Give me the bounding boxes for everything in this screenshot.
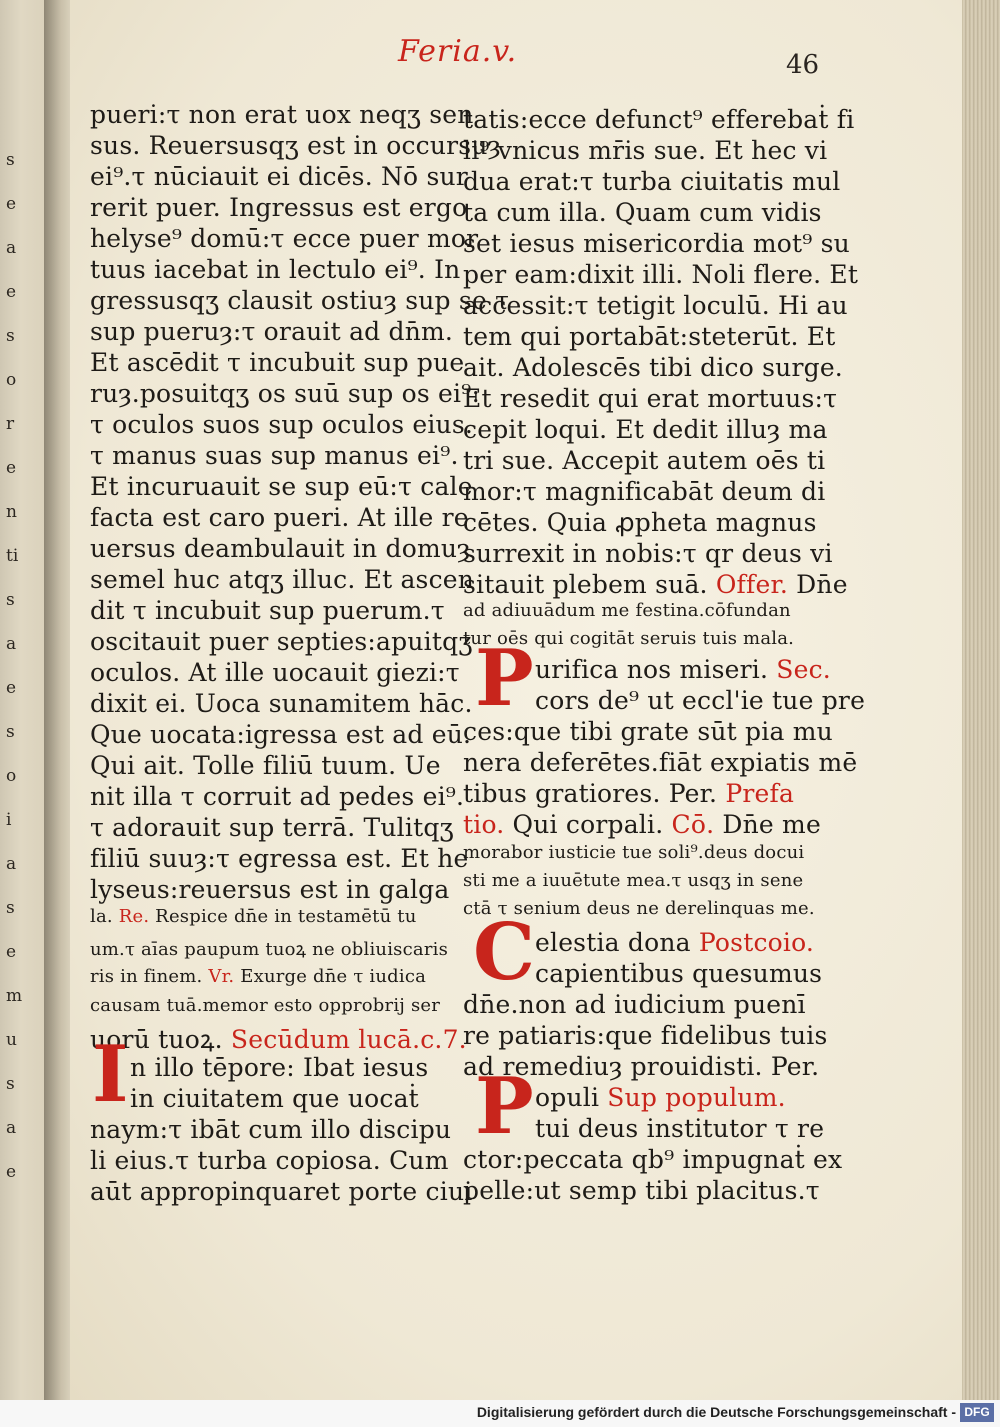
line-text: elestia dona [535, 928, 691, 957]
text-line [463, 260, 858, 289]
line-text: semel huc atqʒ illuc. Et ascen [90, 565, 475, 594]
line-text: Qui corpali. [504, 810, 664, 839]
line-text: Dn̄e [788, 570, 848, 599]
initial-letter-I: I [92, 1029, 129, 1120]
line-text: Qui ait. Tolle filiū tuum. Ue [90, 751, 441, 780]
line-text: pueri:τ non erat uox neqʒ sen [90, 100, 474, 129]
text-line [463, 1176, 820, 1205]
line-text: oscitauit puer septies:apuitqʒ [90, 627, 473, 656]
fore-edge [962, 0, 1000, 1400]
line-text: n illo tēpore: Ibat iesus [130, 1053, 429, 1082]
line-text: ces:que tibi grate sūt pia mu [463, 717, 833, 746]
line-text: ta cum illa. Quam cum vidis [463, 198, 822, 227]
line-text: Dn̄e me [714, 810, 821, 839]
text-line [130, 1084, 419, 1113]
text-line [90, 565, 474, 594]
line-text: ad adiuuādum me festina.cōfundan [463, 600, 791, 621]
rubric-text: Sec. [768, 655, 831, 684]
line-text: aūt appropinquaret porte ciui [90, 1177, 473, 1206]
text-line [463, 508, 817, 537]
line-text: ad remediuȝ prouidisti. Per. [463, 1052, 820, 1081]
text-line [90, 596, 445, 625]
line-text: ei⁹.τ nūciauit ei dicēs. Nō sur [90, 162, 468, 191]
line-text: rerit puer. Ingressus est ergo [90, 193, 468, 222]
text-line [535, 1083, 786, 1112]
text-line [463, 779, 794, 808]
line-text: ruȝ.posuitqʒ os suū sup os ei⁹: [90, 379, 481, 408]
rubric-text: Secūdum lucā.c.7. [222, 1025, 467, 1054]
line-text: oculos. At ille uocauit giezi:τ [90, 658, 460, 687]
left-page-fragment: s [6, 898, 15, 918]
initial-letter-P2: P [475, 1061, 534, 1152]
text-line [90, 255, 460, 284]
text-line [463, 600, 791, 621]
line-text: dua erat:τ turba ciuitatis mul [463, 167, 841, 196]
running-title: Feria.v. [398, 34, 518, 69]
left-page-fragment: e [6, 942, 17, 962]
left-page-fragment: s [6, 590, 15, 610]
left-page-fragment: a [6, 238, 17, 258]
text-line [90, 162, 468, 191]
line-text: cepit loqui. Et dedit illuȝ ma [463, 415, 828, 444]
line-text: helyse⁹ domū:τ ecce puer mor [90, 224, 479, 253]
left-page-fragment: r [6, 414, 15, 434]
line-text: nera deferētes.fiāt expiatis mē [463, 748, 858, 777]
line-text: nit illa τ corruit ad pedes ei⁹. [90, 782, 465, 811]
line-text: filiū suuȝ:τ egressa est. Et he [90, 844, 469, 873]
left-page-fragment: a [6, 854, 17, 874]
line-text: tibus gratiores. Per. [463, 779, 718, 808]
text-line [90, 751, 441, 780]
text-line [90, 410, 473, 439]
text-line [463, 539, 833, 568]
left-page-fragment: e [6, 678, 17, 698]
text-line [463, 167, 840, 196]
text-line [463, 748, 857, 777]
rubric-text: tio. [463, 810, 505, 839]
text-line [463, 105, 854, 134]
line-text: Et ascēdit τ incubuit sup pue [90, 348, 465, 377]
left-page-fragment: s [6, 326, 15, 346]
text-line [90, 875, 449, 904]
left-page-fragment: e [6, 1162, 17, 1182]
line-text: tem qui portabāt:steterūt. Et [463, 322, 836, 351]
text-line [90, 966, 426, 987]
line-text: τ adorauit sup terrā. Tulitqʒ [90, 813, 454, 842]
line-text: in ciuitatem que uocaṫ [130, 1084, 419, 1113]
line-text: sitauit plebem suā. [463, 570, 708, 599]
line-text: tui deus institutor τ re [535, 1114, 825, 1143]
text-line [90, 1115, 451, 1144]
text-line [463, 384, 837, 413]
text-line [90, 1146, 449, 1175]
line-text: morabor iusticie tue soli⁹.deus docui [463, 842, 805, 863]
text-line [463, 570, 848, 599]
line-text: sti me a iuuētute mea.τ usqʒ in sene [463, 870, 804, 891]
rubric-text: Prefa [717, 779, 795, 808]
line-text: opuli [535, 1083, 600, 1112]
text-line [90, 317, 453, 346]
line-text: capientibus quesumus [535, 959, 823, 988]
text-line [90, 193, 467, 222]
text-line [463, 842, 804, 863]
rubric-text: Vr. [202, 966, 235, 987]
text-line [90, 1022, 467, 1056]
text-line [463, 415, 828, 444]
line-text: ctor:peccata qb⁹ impugnaṫ ex [463, 1145, 843, 1174]
line-text: um.τ aīas paupum tuoꝝ ne obliuiscaris [90, 939, 449, 960]
line-text: τ oculos suos sup oculos eius. [90, 410, 474, 439]
line-text: urifica nos miseri. [535, 655, 769, 684]
text-line [90, 689, 473, 718]
line-text: Que uocata:igressa est ad eū. [90, 720, 472, 749]
left-page-fragment: e [6, 458, 17, 478]
text-line [463, 291, 848, 320]
line-text: surrexit in nobis:τ qr deus vi [463, 539, 833, 568]
rubric-text: Postcoio. [690, 928, 815, 957]
text-line [535, 686, 865, 715]
left-page-fragment: ti [6, 546, 19, 566]
left-page-fragment: e [6, 194, 17, 214]
line-text: gressusqʒ clausit ostiuȝ sup se τ [90, 286, 510, 315]
text-line [535, 1114, 824, 1143]
line-text: causam tuā.memor esto opprobrij ser [90, 995, 441, 1016]
line-text: facta est caro pueri. At ille re [90, 503, 469, 532]
text-line [90, 813, 454, 842]
text-line [90, 472, 473, 501]
rubric-text: Offer. [707, 570, 788, 599]
text-line [90, 100, 474, 129]
text-line [535, 928, 814, 957]
line-text: lyseus:reuersus est in galga [90, 875, 450, 904]
line-text: ris in finem. [90, 966, 203, 987]
line-text: cētes. Quia ꝓpheta magnus [463, 508, 817, 537]
line-text: la. [90, 906, 113, 927]
text-line [90, 906, 417, 927]
line-text: tur oēs qui cogitāt seruis tuis mala. [463, 628, 795, 649]
folio-number: 46 [786, 50, 820, 80]
line-text: uersus deambulauit in domuȝ [90, 534, 471, 563]
line-text: Exurge dn̄e τ iudica [234, 966, 427, 987]
text-line [90, 844, 469, 873]
line-text: dit τ incubuit sup puerum.τ [90, 596, 445, 625]
text-line [90, 1177, 472, 1206]
text-line [130, 1053, 428, 1082]
left-page-fragment: o [6, 370, 17, 390]
text-line [463, 353, 843, 382]
line-text: ait. Adolescēs tibi dico surge. [463, 353, 843, 382]
left-page-fragment: e [6, 282, 17, 302]
line-text: cors de⁹ ut eccl'ie tue pre [535, 686, 866, 715]
page [70, 0, 970, 1400]
line-text: li⁹ vnicus mr̄is sue. Et hec vi [463, 136, 828, 165]
text-line [535, 655, 831, 684]
text-line [463, 136, 827, 165]
line-text: uorū tuoꝝ. [90, 1025, 223, 1054]
left-page-fragment: s [6, 722, 15, 742]
text-line [90, 534, 470, 563]
left-page-fragment: m [6, 986, 23, 1006]
text-line [463, 229, 850, 258]
text-line [90, 286, 509, 315]
text-line [90, 441, 459, 470]
line-text: accessit:τ tetigit loculū. Hi au [463, 291, 848, 320]
initial-letter-P: P [475, 633, 534, 724]
line-text: tuus iacebat in lectulo ei⁹. In [90, 255, 461, 284]
left-page-fragment: a [6, 1118, 17, 1138]
text-line [463, 198, 822, 227]
line-text: tri sue. Accepit autem oēs ti [463, 446, 826, 475]
text-line [90, 503, 469, 532]
line-text: pelle:ut semp tibi placitus.τ [463, 1176, 820, 1205]
credit-text: Digitalisierung gefördert durch die Deutsche Forschungsgemeinschaft - [476, 1404, 956, 1420]
text-line [535, 959, 822, 988]
text-line [90, 658, 460, 687]
text-line [90, 131, 501, 160]
text-line [90, 627, 473, 656]
line-text: tatis:ecce defunct⁹ efferebaṫ fi [463, 105, 855, 134]
text-line [90, 720, 471, 749]
line-text: re patiaris:que fidelibus tuis [463, 1021, 828, 1050]
text-line [463, 870, 803, 891]
line-text: dixit ei. Uoca sunamitem hāc. [90, 689, 473, 718]
text-line [90, 379, 480, 408]
line-text: sus. Reuersusqʒ est in occursuȝ [90, 131, 501, 160]
line-text: Et incuruauit se sup eū:τ cale [90, 472, 473, 501]
text-line [90, 224, 478, 253]
text-line [90, 348, 464, 377]
left-page-fragment: n [6, 502, 17, 522]
left-page-fragment: a [6, 634, 17, 654]
text-line [90, 782, 464, 811]
dfg-logo: DFG [960, 1403, 994, 1422]
initial-letter-C: C [473, 907, 536, 998]
text-line [463, 446, 825, 475]
line-text: τ manus suas sup manus ei⁹. [90, 441, 459, 470]
rubric-text: Sup populum. [599, 1083, 786, 1112]
line-text: sup pueruȝ:τ orauit ad dn̄m. [90, 317, 454, 346]
line-text: set iesus misericordia mot⁹ su [463, 229, 850, 258]
line-text: Et resedit qui erat mortuus:τ [463, 384, 838, 413]
line-text: mor:τ magnificabāt deum di [463, 477, 826, 506]
left-page-fragment: i [6, 810, 12, 830]
line-text: li eius.τ turba copiosa. Cum [90, 1146, 449, 1175]
line-text: dn̄e.non ad iudicium puenī [463, 990, 806, 1019]
rubric-text: Cō. [663, 810, 715, 839]
text-line [463, 322, 835, 351]
text-line [463, 1021, 827, 1050]
text-line [463, 810, 821, 839]
text-line [90, 995, 440, 1016]
line-text: ctā τ senium deus ne derelinquas me. [463, 898, 815, 919]
left-page-fragment: s [6, 150, 15, 170]
line-text: Respice dn̄e in testamētū tu [149, 906, 417, 927]
left-page-fragment: o [6, 766, 17, 786]
line-text: per eam:dixit illi. Noli flere. Et [463, 260, 859, 289]
text-line [90, 937, 448, 961]
left-page-fragment: s [6, 1074, 15, 1094]
footer-bar [0, 1400, 1000, 1427]
text-line [463, 477, 825, 506]
left-page-fragment: u [6, 1030, 17, 1050]
rubric-text: Re. [112, 906, 150, 927]
line-text: naym:τ ibāt cum illo discipu [90, 1115, 452, 1144]
